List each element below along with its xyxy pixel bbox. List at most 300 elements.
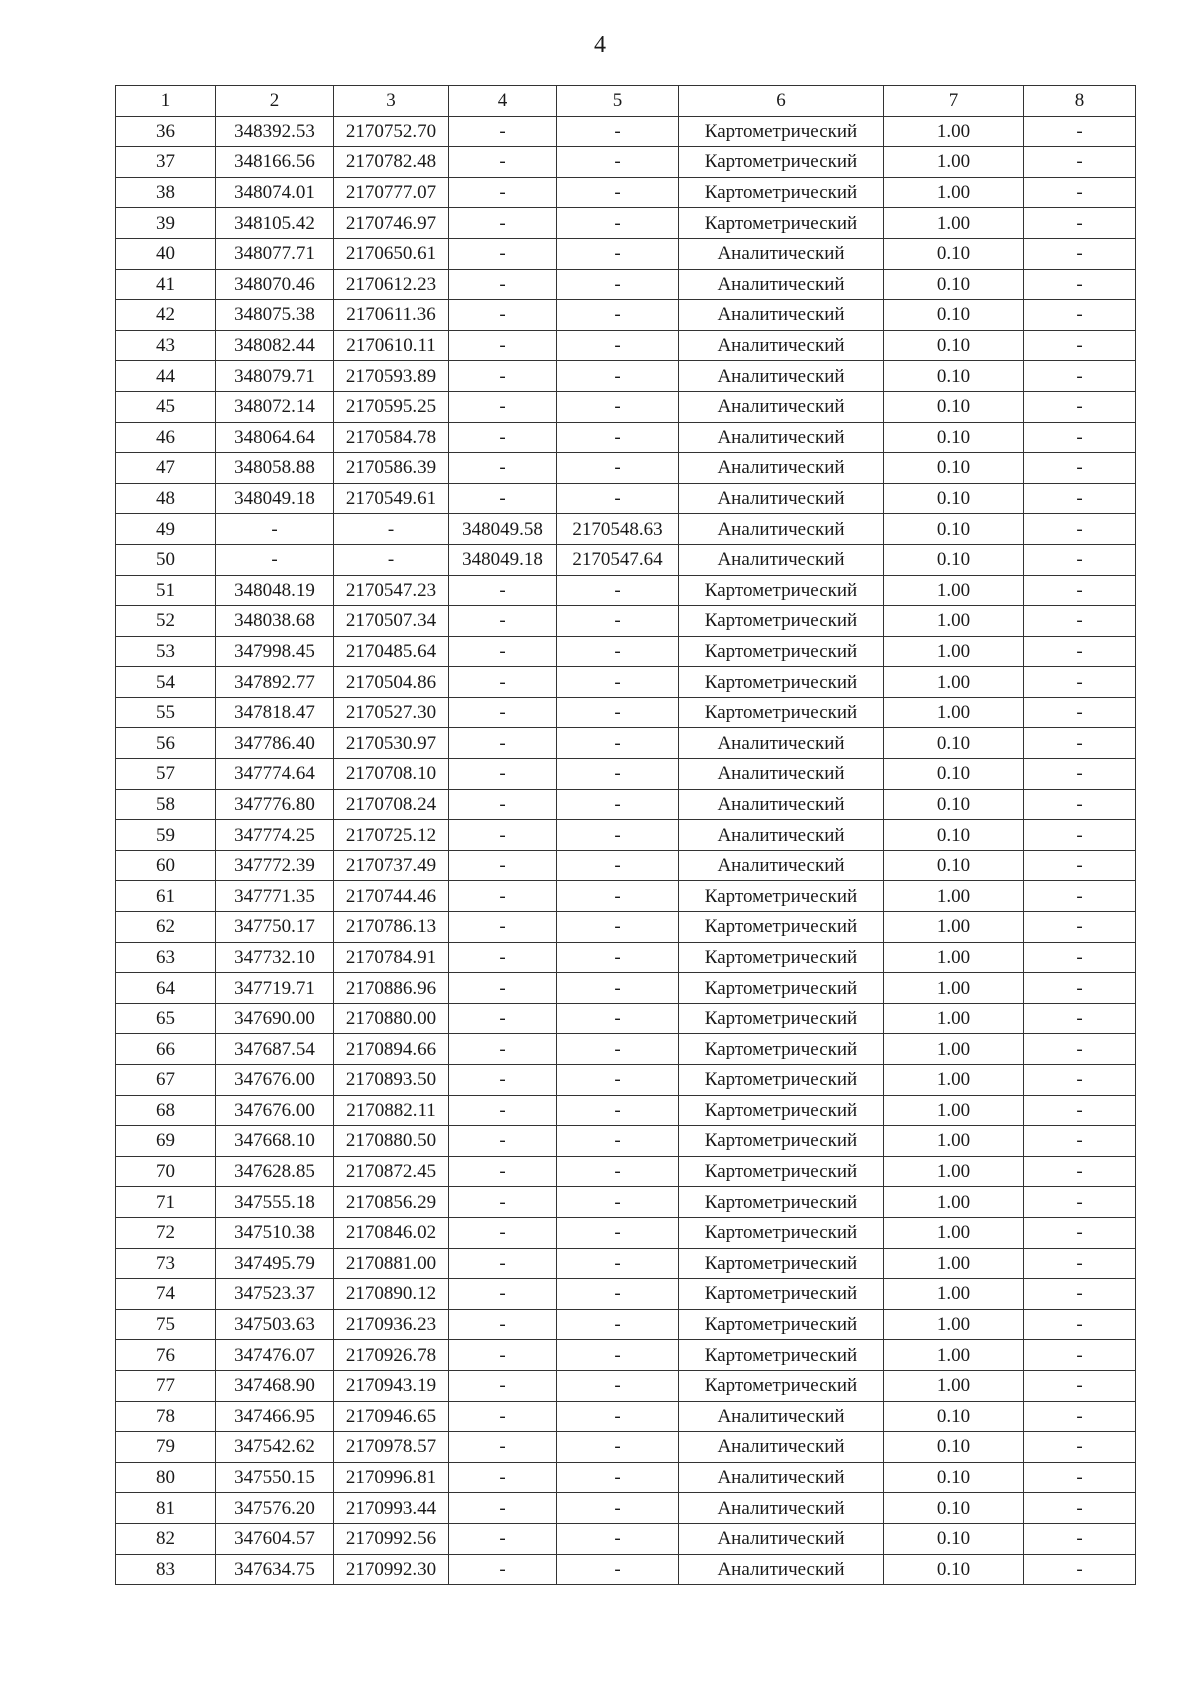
- x-coordinate-cell: 347523.37: [216, 1279, 334, 1310]
- method-cell: Картометрический: [679, 1279, 884, 1310]
- table-row: [116, 759, 1136, 790]
- table-row: [116, 238, 1136, 269]
- x-coordinate-cell: 348072.14: [216, 391, 334, 422]
- y-coordinate-cell: 2170992.30: [334, 1554, 449, 1585]
- y-coordinate-cell: 2170786.13: [334, 912, 449, 943]
- y-new-cell: -: [557, 1432, 679, 1463]
- method-cell: Картометрический: [679, 1248, 884, 1279]
- notes-cell: -: [1024, 1034, 1136, 1065]
- method-cell: Картометрический: [679, 1370, 884, 1401]
- table-row: [116, 1156, 1136, 1187]
- method-cell: Аналитический: [679, 789, 884, 820]
- x-coordinate-cell: 347750.17: [216, 912, 334, 943]
- method-cell: Аналитический: [679, 300, 884, 331]
- y-coordinate-cell: 2170992.56: [334, 1523, 449, 1554]
- point-number-cell: 55: [116, 697, 216, 728]
- x-coordinate-cell: 347576.20: [216, 1493, 334, 1524]
- point-number-cell: 71: [116, 1187, 216, 1218]
- table-row: [116, 208, 1136, 239]
- accuracy-cell: 1.00: [884, 208, 1024, 239]
- accuracy-cell: 0.10: [884, 728, 1024, 759]
- table-row: [116, 544, 1136, 575]
- notes-cell: -: [1024, 636, 1136, 667]
- y-new-cell: -: [557, 1248, 679, 1279]
- x-new-cell: -: [449, 208, 557, 239]
- x-coordinate-cell: 348070.46: [216, 269, 334, 300]
- point-number-cell: 68: [116, 1095, 216, 1126]
- y-coordinate-cell: 2170708.10: [334, 759, 449, 790]
- accuracy-cell: 0.10: [884, 1462, 1024, 1493]
- x-new-cell: -: [449, 1095, 557, 1126]
- method-cell: Картометрический: [679, 1126, 884, 1157]
- x-coordinate-cell: 347555.18: [216, 1187, 334, 1218]
- accuracy-cell: 0.10: [884, 759, 1024, 790]
- accuracy-cell: 0.10: [884, 789, 1024, 820]
- x-new-cell: -: [449, 361, 557, 392]
- method-cell: Аналитический: [679, 391, 884, 422]
- point-number-cell: 44: [116, 361, 216, 392]
- accuracy-cell: 1.00: [884, 1095, 1024, 1126]
- x-new-cell: -: [449, 850, 557, 881]
- table-row: [116, 1493, 1136, 1524]
- point-number-cell: 76: [116, 1340, 216, 1371]
- y-coordinate-cell: 2170886.96: [334, 973, 449, 1004]
- notes-cell: -: [1024, 1554, 1136, 1585]
- notes-cell: -: [1024, 1401, 1136, 1432]
- accuracy-cell: 0.10: [884, 514, 1024, 545]
- y-coordinate-cell: 2170946.65: [334, 1401, 449, 1432]
- x-new-cell: -: [449, 881, 557, 912]
- x-new-cell: -: [449, 912, 557, 943]
- x-coordinate-cell: 348058.88: [216, 453, 334, 484]
- x-new-cell: -: [449, 1340, 557, 1371]
- notes-cell: -: [1024, 238, 1136, 269]
- coordinates-table: [115, 85, 1136, 1585]
- accuracy-cell: 1.00: [884, 177, 1024, 208]
- point-number-cell: 39: [116, 208, 216, 239]
- table-row: [116, 269, 1136, 300]
- x-coordinate-cell: 348075.38: [216, 300, 334, 331]
- notes-cell: -: [1024, 483, 1136, 514]
- y-new-cell: -: [557, 1370, 679, 1401]
- point-number-cell: 70: [116, 1156, 216, 1187]
- x-coordinate-cell: 347786.40: [216, 728, 334, 759]
- x-coordinate-cell: 347690.00: [216, 1003, 334, 1034]
- point-number-cell: 62: [116, 912, 216, 943]
- notes-cell: -: [1024, 850, 1136, 881]
- y-coordinate-cell: 2170996.81: [334, 1462, 449, 1493]
- y-coordinate-cell: 2170752.70: [334, 116, 449, 147]
- accuracy-cell: 1.00: [884, 1248, 1024, 1279]
- notes-cell: -: [1024, 1493, 1136, 1524]
- x-new-cell: -: [449, 759, 557, 790]
- point-number-cell: 53: [116, 636, 216, 667]
- method-cell: Аналитический: [679, 238, 884, 269]
- point-number-cell: 61: [116, 881, 216, 912]
- accuracy-cell: 0.10: [884, 238, 1024, 269]
- notes-cell: -: [1024, 514, 1136, 545]
- table-row: [116, 881, 1136, 912]
- y-coordinate-cell: 2170893.50: [334, 1065, 449, 1096]
- accuracy-cell: 1.00: [884, 881, 1024, 912]
- notes-cell: -: [1024, 300, 1136, 331]
- point-number-cell: 69: [116, 1126, 216, 1157]
- table-row: [116, 820, 1136, 851]
- y-coordinate-cell: 2170737.49: [334, 850, 449, 881]
- y-coordinate-cell: 2170744.46: [334, 881, 449, 912]
- y-new-cell: -: [557, 330, 679, 361]
- x-new-cell: -: [449, 1370, 557, 1401]
- table-row: [116, 1003, 1136, 1034]
- x-new-cell: -: [449, 789, 557, 820]
- notes-cell: -: [1024, 422, 1136, 453]
- table-row: [116, 1126, 1136, 1157]
- point-number-cell: 42: [116, 300, 216, 331]
- method-cell: Аналитический: [679, 544, 884, 575]
- notes-cell: -: [1024, 1432, 1136, 1463]
- y-new-cell: -: [557, 912, 679, 943]
- x-new-cell: -: [449, 483, 557, 514]
- x-coordinate-cell: 347476.07: [216, 1340, 334, 1371]
- point-number-cell: 72: [116, 1217, 216, 1248]
- table-row: [116, 789, 1136, 820]
- notes-cell: -: [1024, 728, 1136, 759]
- notes-cell: -: [1024, 1126, 1136, 1157]
- accuracy-cell: 1.00: [884, 1156, 1024, 1187]
- y-coordinate-cell: 2170504.86: [334, 667, 449, 698]
- point-number-cell: 51: [116, 575, 216, 606]
- x-new-cell: -: [449, 973, 557, 1004]
- x-coordinate-cell: 347687.54: [216, 1034, 334, 1065]
- point-number-cell: 81: [116, 1493, 216, 1524]
- notes-cell: -: [1024, 1309, 1136, 1340]
- y-coordinate-cell: 2170595.25: [334, 391, 449, 422]
- accuracy-cell: 0.10: [884, 1554, 1024, 1585]
- y-coordinate-cell: 2170872.45: [334, 1156, 449, 1187]
- table-row: [116, 1523, 1136, 1554]
- y-new-cell: -: [557, 1279, 679, 1310]
- accuracy-cell: 0.10: [884, 1432, 1024, 1463]
- x-new-cell: -: [449, 575, 557, 606]
- notes-cell: -: [1024, 330, 1136, 361]
- x-coordinate-cell: 347998.45: [216, 636, 334, 667]
- notes-cell: -: [1024, 1279, 1136, 1310]
- y-new-cell: -: [557, 1187, 679, 1218]
- table-row: [116, 912, 1136, 943]
- table-row: [116, 147, 1136, 178]
- x-new-cell: -: [449, 667, 557, 698]
- accuracy-cell: 1.00: [884, 1217, 1024, 1248]
- y-new-cell: -: [557, 667, 679, 698]
- method-cell: Картометрический: [679, 1095, 884, 1126]
- accuracy-cell: 1.00: [884, 575, 1024, 606]
- column-header: 2: [216, 86, 334, 117]
- y-new-cell: -: [557, 1309, 679, 1340]
- header-row: [116, 86, 1136, 117]
- method-cell: Аналитический: [679, 1432, 884, 1463]
- table-row: [116, 1187, 1136, 1218]
- y-coordinate-cell: 2170978.57: [334, 1432, 449, 1463]
- accuracy-cell: 0.10: [884, 820, 1024, 851]
- y-coordinate-cell: 2170547.23: [334, 575, 449, 606]
- x-new-cell: -: [449, 1523, 557, 1554]
- point-number-cell: 66: [116, 1034, 216, 1065]
- method-cell: Картометрический: [679, 1217, 884, 1248]
- y-coordinate-cell: 2170943.19: [334, 1370, 449, 1401]
- y-coordinate-cell: 2170856.29: [334, 1187, 449, 1218]
- y-new-cell: -: [557, 300, 679, 331]
- table-row: [116, 1370, 1136, 1401]
- x-coordinate-cell: 347676.00: [216, 1095, 334, 1126]
- y-coordinate-cell: 2170846.02: [334, 1217, 449, 1248]
- y-new-cell: -: [557, 269, 679, 300]
- table-row: [116, 300, 1136, 331]
- table-row: [116, 697, 1136, 728]
- column-header: 3: [334, 86, 449, 117]
- table-row: [116, 850, 1136, 881]
- y-new-cell: -: [557, 1401, 679, 1432]
- x-coordinate-cell: 347719.71: [216, 973, 334, 1004]
- y-new-cell: -: [557, 208, 679, 239]
- y-new-cell: -: [557, 1065, 679, 1096]
- x-new-cell: -: [449, 1156, 557, 1187]
- x-coordinate-cell: 348077.71: [216, 238, 334, 269]
- y-coordinate-cell: 2170784.91: [334, 942, 449, 973]
- x-new-cell: 348049.18: [449, 544, 557, 575]
- x-new-cell: -: [449, 1462, 557, 1493]
- point-number-cell: 54: [116, 667, 216, 698]
- notes-cell: -: [1024, 1065, 1136, 1096]
- x-new-cell: -: [449, 422, 557, 453]
- accuracy-cell: 0.10: [884, 391, 1024, 422]
- column-header: 5: [557, 86, 679, 117]
- accuracy-cell: 1.00: [884, 1065, 1024, 1096]
- y-new-cell: -: [557, 789, 679, 820]
- accuracy-cell: 1.00: [884, 1003, 1024, 1034]
- x-new-cell: -: [449, 1401, 557, 1432]
- table-row: [116, 514, 1136, 545]
- notes-cell: -: [1024, 1217, 1136, 1248]
- x-new-cell: -: [449, 1187, 557, 1218]
- accuracy-cell: 1.00: [884, 147, 1024, 178]
- x-coordinate-cell: 347550.15: [216, 1462, 334, 1493]
- method-cell: Картометрический: [679, 116, 884, 147]
- accuracy-cell: 1.00: [884, 1279, 1024, 1310]
- y-coordinate-cell: -: [334, 544, 449, 575]
- y-coordinate-cell: 2170708.24: [334, 789, 449, 820]
- table-row: [116, 422, 1136, 453]
- method-cell: Картометрический: [679, 1065, 884, 1096]
- column-header: 4: [449, 86, 557, 117]
- method-cell: Картометрический: [679, 636, 884, 667]
- method-cell: Картометрический: [679, 1309, 884, 1340]
- x-new-cell: -: [449, 1003, 557, 1034]
- notes-cell: -: [1024, 575, 1136, 606]
- x-new-cell: -: [449, 942, 557, 973]
- notes-cell: -: [1024, 606, 1136, 637]
- method-cell: Аналитический: [679, 453, 884, 484]
- accuracy-cell: 1.00: [884, 606, 1024, 637]
- notes-cell: -: [1024, 759, 1136, 790]
- method-cell: Аналитический: [679, 759, 884, 790]
- y-new-cell: 2170547.64: [557, 544, 679, 575]
- method-cell: Картометрический: [679, 208, 884, 239]
- x-coordinate-cell: 348064.64: [216, 422, 334, 453]
- x-new-cell: -: [449, 1065, 557, 1096]
- x-coordinate-cell: 348166.56: [216, 147, 334, 178]
- x-new-cell: -: [449, 1126, 557, 1157]
- y-coordinate-cell: 2170530.97: [334, 728, 449, 759]
- notes-cell: -: [1024, 1462, 1136, 1493]
- notes-cell: -: [1024, 391, 1136, 422]
- column-header: 1: [116, 86, 216, 117]
- method-cell: Аналитический: [679, 514, 884, 545]
- method-cell: Аналитический: [679, 1401, 884, 1432]
- y-coordinate-cell: 2170507.34: [334, 606, 449, 637]
- accuracy-cell: 1.00: [884, 1309, 1024, 1340]
- notes-cell: -: [1024, 1003, 1136, 1034]
- accuracy-cell: 0.10: [884, 1401, 1024, 1432]
- y-new-cell: -: [557, 759, 679, 790]
- accuracy-cell: 1.00: [884, 1340, 1024, 1371]
- x-new-cell: -: [449, 1279, 557, 1310]
- notes-cell: -: [1024, 697, 1136, 728]
- method-cell: Аналитический: [679, 361, 884, 392]
- y-new-cell: -: [557, 820, 679, 851]
- x-new-cell: -: [449, 1217, 557, 1248]
- notes-cell: -: [1024, 1095, 1136, 1126]
- method-cell: Картометрический: [679, 973, 884, 1004]
- x-coordinate-cell: 347510.38: [216, 1217, 334, 1248]
- table-row: [116, 1095, 1136, 1126]
- accuracy-cell: 1.00: [884, 912, 1024, 943]
- notes-cell: -: [1024, 453, 1136, 484]
- x-new-cell: -: [449, 177, 557, 208]
- table-row: [116, 1462, 1136, 1493]
- y-coordinate-cell: 2170993.44: [334, 1493, 449, 1524]
- table-row: [116, 636, 1136, 667]
- x-coordinate-cell: 347772.39: [216, 850, 334, 881]
- point-number-cell: 43: [116, 330, 216, 361]
- y-new-cell: -: [557, 606, 679, 637]
- x-coordinate-cell: 347732.10: [216, 942, 334, 973]
- table-row: [116, 1034, 1136, 1065]
- y-coordinate-cell: 2170586.39: [334, 453, 449, 484]
- y-new-cell: -: [557, 147, 679, 178]
- y-coordinate-cell: 2170936.23: [334, 1309, 449, 1340]
- accuracy-cell: 0.10: [884, 422, 1024, 453]
- y-new-cell: -: [557, 453, 679, 484]
- table-row: [116, 1279, 1136, 1310]
- y-coordinate-cell: 2170549.61: [334, 483, 449, 514]
- y-new-cell: -: [557, 942, 679, 973]
- method-cell: Картометрический: [679, 942, 884, 973]
- notes-cell: -: [1024, 942, 1136, 973]
- y-coordinate-cell: -: [334, 514, 449, 545]
- x-coordinate-cell: 347776.80: [216, 789, 334, 820]
- y-coordinate-cell: 2170782.48: [334, 147, 449, 178]
- x-coordinate-cell: 348049.18: [216, 483, 334, 514]
- y-new-cell: -: [557, 1462, 679, 1493]
- x-new-cell: -: [449, 606, 557, 637]
- notes-cell: -: [1024, 177, 1136, 208]
- table-row: [116, 1554, 1136, 1585]
- y-coordinate-cell: 2170610.11: [334, 330, 449, 361]
- x-coordinate-cell: 348079.71: [216, 361, 334, 392]
- y-coordinate-cell: 2170880.00: [334, 1003, 449, 1034]
- method-cell: Аналитический: [679, 1523, 884, 1554]
- notes-cell: -: [1024, 881, 1136, 912]
- point-number-cell: 75: [116, 1309, 216, 1340]
- point-number-cell: 52: [116, 606, 216, 637]
- x-new-cell: -: [449, 1554, 557, 1585]
- notes-cell: -: [1024, 1370, 1136, 1401]
- x-new-cell: -: [449, 1493, 557, 1524]
- y-coordinate-cell: 2170882.11: [334, 1095, 449, 1126]
- column-header: 6: [679, 86, 884, 117]
- x-new-cell: -: [449, 300, 557, 331]
- point-number-cell: 65: [116, 1003, 216, 1034]
- y-coordinate-cell: 2170725.12: [334, 820, 449, 851]
- y-coordinate-cell: 2170894.66: [334, 1034, 449, 1065]
- x-new-cell: -: [449, 636, 557, 667]
- x-coordinate-cell: 347628.85: [216, 1156, 334, 1187]
- notes-cell: -: [1024, 667, 1136, 698]
- accuracy-cell: 0.10: [884, 1493, 1024, 1524]
- accuracy-cell: 0.10: [884, 269, 1024, 300]
- accuracy-cell: 0.10: [884, 544, 1024, 575]
- y-coordinate-cell: 2170527.30: [334, 697, 449, 728]
- x-new-cell: 348049.58: [449, 514, 557, 545]
- table-row: [116, 177, 1136, 208]
- column-header: 7: [884, 86, 1024, 117]
- y-new-cell: -: [557, 116, 679, 147]
- y-new-cell: -: [557, 575, 679, 606]
- x-new-cell: -: [449, 1248, 557, 1279]
- point-number-cell: 63: [116, 942, 216, 973]
- method-cell: Картометрический: [679, 1156, 884, 1187]
- method-cell: Аналитический: [679, 1462, 884, 1493]
- y-coordinate-cell: 2170926.78: [334, 1340, 449, 1371]
- x-new-cell: -: [449, 238, 557, 269]
- accuracy-cell: 0.10: [884, 361, 1024, 392]
- table-row: [116, 391, 1136, 422]
- point-number-cell: 59: [116, 820, 216, 851]
- y-coordinate-cell: 2170880.50: [334, 1126, 449, 1157]
- notes-cell: -: [1024, 820, 1136, 851]
- table-row: [116, 1065, 1136, 1096]
- method-cell: Картометрический: [679, 147, 884, 178]
- x-new-cell: -: [449, 697, 557, 728]
- point-number-cell: 58: [116, 789, 216, 820]
- accuracy-cell: 0.10: [884, 330, 1024, 361]
- y-new-cell: -: [557, 850, 679, 881]
- x-coordinate-cell: 347466.95: [216, 1401, 334, 1432]
- accuracy-cell: 0.10: [884, 483, 1024, 514]
- x-new-cell: -: [449, 1309, 557, 1340]
- page-number: 4: [594, 32, 606, 58]
- method-cell: Картометрический: [679, 575, 884, 606]
- notes-cell: -: [1024, 147, 1136, 178]
- y-new-cell: -: [557, 422, 679, 453]
- point-number-cell: 60: [116, 850, 216, 881]
- method-cell: Картометрический: [679, 1340, 884, 1371]
- method-cell: Картометрический: [679, 606, 884, 637]
- x-new-cell: -: [449, 1034, 557, 1065]
- method-cell: Картометрический: [679, 1034, 884, 1065]
- y-new-cell: -: [557, 177, 679, 208]
- notes-cell: -: [1024, 789, 1136, 820]
